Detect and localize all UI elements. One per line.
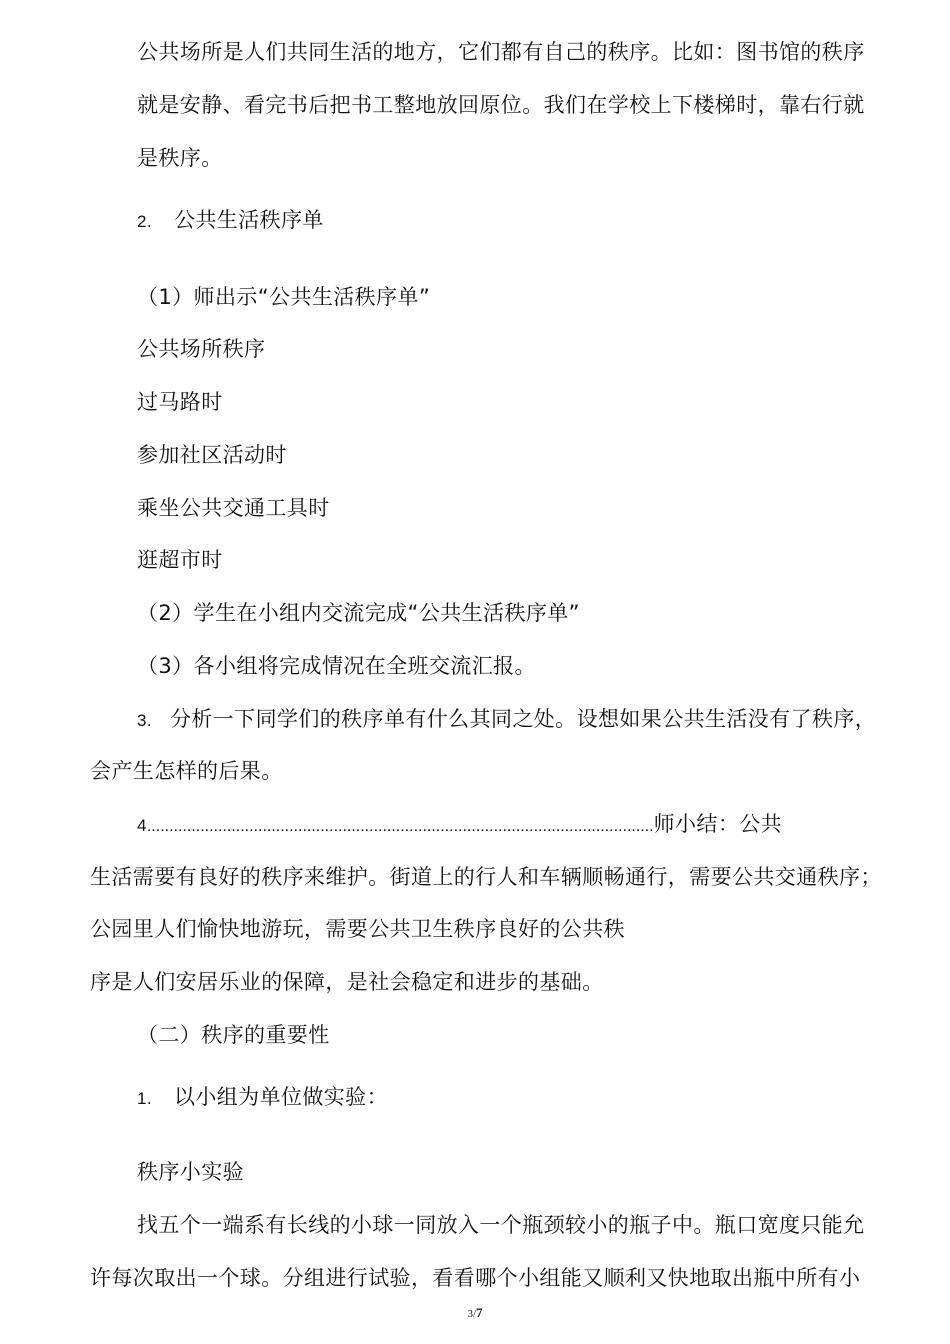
paragraph-line [137, 810, 782, 841]
list-item: 逛超市时 [137, 548, 223, 572]
dot-leader: .................................................................................................................. [146, 818, 654, 835]
list-item: 公共场所秩序 [137, 337, 266, 361]
total-pages: 7 [476, 1305, 483, 1320]
paragraph-line: 生活需要有良好的秩序来维护。街道上的行人和车辆顺畅通行，需要公共交通秩序； [90, 865, 882, 889]
section-heading: （二）秩序的重要性 [137, 1023, 330, 1047]
heading-text: 公共生活秩序单 [173, 208, 324, 232]
list-number: 2. [137, 212, 152, 231]
list-number: 3. [137, 711, 152, 730]
paragraph-line: 找五个一端系有长线的小球一同放入一个瓶颈较小的瓶子中。瓶口宽度只能允 [137, 1213, 865, 1237]
paragraph-line: 就是安静、看完书后把书工整地放回原位。我们在学校上下楼梯时，靠右行就 [137, 93, 865, 117]
paragraph-line: 许每次取出一个球。分组进行试验，看看哪个小组能又顺利又快地取出瓶中所有小 [90, 1266, 861, 1290]
section-heading [137, 1083, 388, 1113]
page-number [0, 1305, 950, 1321]
current-page: 3 [467, 1308, 473, 1320]
paragraph-text: 师小结：公共 [653, 812, 783, 836]
paragraph-line: （1）师出示“公共生活秩序单” [137, 285, 431, 309]
list-item: 乘坐公共交通工具时 [137, 496, 330, 520]
paragraph-line: 会产生怎样的后果。 [90, 759, 283, 783]
paragraph-text: 分析一下同学们的秩序单有什么其同之处。设想如果公共生活没有了秩序， [169, 707, 877, 731]
section-heading [137, 206, 324, 236]
list-number: 4 [137, 816, 147, 835]
paragraph-line: 公园里人们愉快地游玩，需要公共卫生秩序良好的公共秩 [90, 917, 625, 941]
paragraph-line: 公共场所是人们共同生活的地方，它们都有自己的秩序。比如：图书馆的秩序 [137, 40, 865, 64]
heading-text: 以小组为单位做实验： [173, 1085, 388, 1109]
paragraph-line: （3）各小组将完成情况在全班交流汇报。 [137, 654, 536, 678]
paragraph-line [137, 705, 876, 735]
page-separator: / [472, 1308, 477, 1320]
list-number: 1. [137, 1089, 152, 1108]
paragraph-line: 序是人们安居乐业的保障，是社会稳定和进步的基础。 [90, 970, 604, 994]
list-item: 过马路时 [137, 390, 223, 414]
paragraph-line: 是秩序。 [137, 146, 223, 170]
paragraph-line: （2）学生在小组内交流完成“公共生活秩序单” [137, 601, 580, 625]
list-item: 参加社区活动时 [137, 443, 287, 467]
paragraph-line: 秩序小实验 [137, 1160, 244, 1184]
